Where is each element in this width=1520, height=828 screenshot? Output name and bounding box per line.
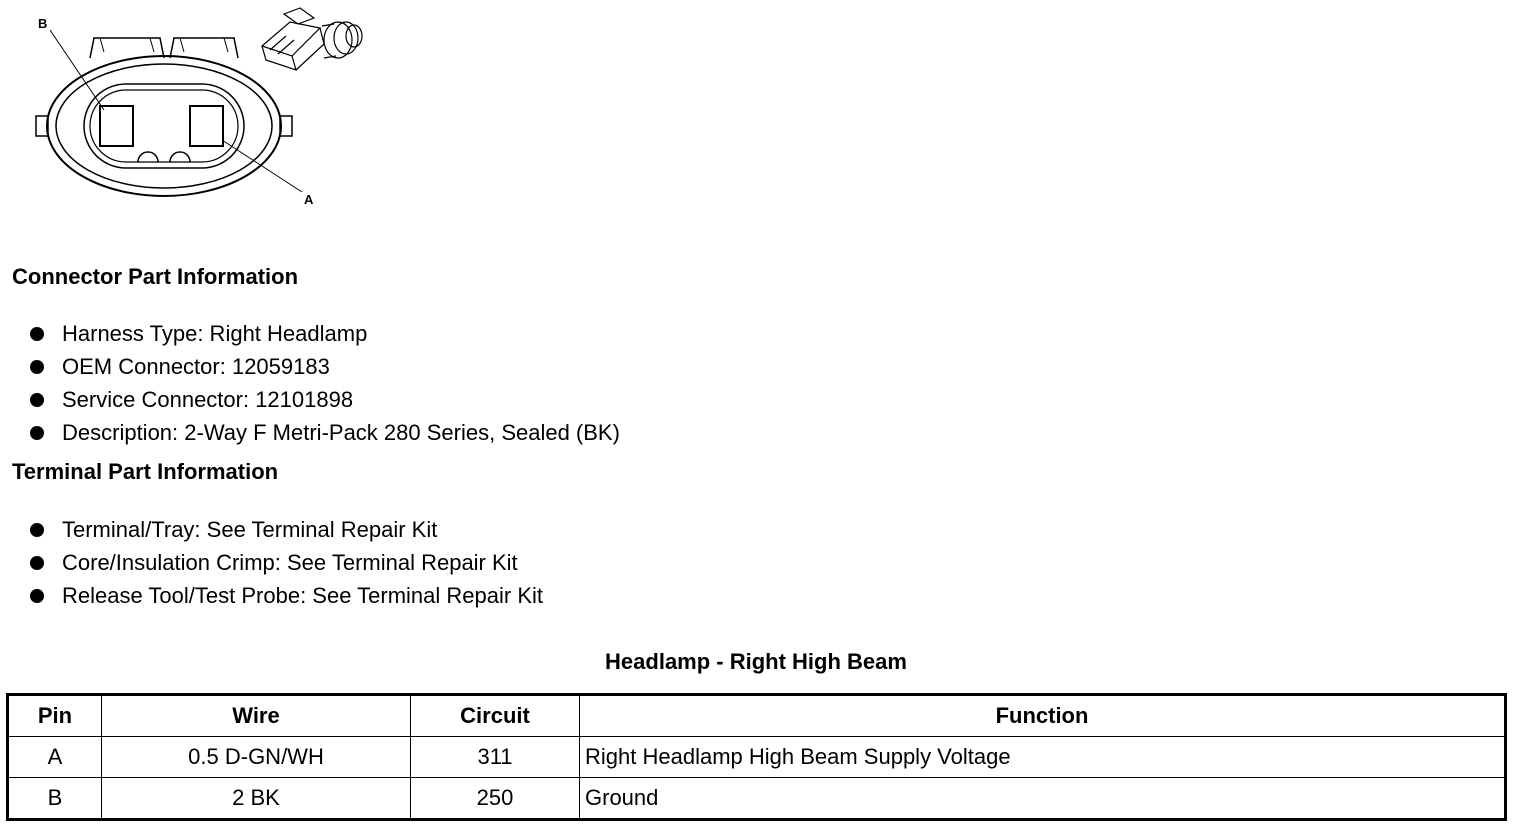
bullet-icon — [30, 360, 44, 374]
header-pin: Pin — [8, 695, 102, 737]
list-item: Release Tool/Test Probe: See Terminal Repair Kit — [26, 579, 543, 612]
table-header-row — [8, 695, 1506, 737]
cell-pin: B — [8, 778, 102, 820]
bullet-icon — [30, 393, 44, 407]
table-row — [8, 778, 1506, 820]
bullet-icon — [30, 327, 44, 341]
pin-label-b: B — [38, 16, 48, 31]
list-item: OEM Connector: 12059183 — [26, 350, 620, 383]
cell-wire: 0.5 D-GN/WH — [102, 737, 411, 778]
connector-part-info-heading: Connector Part Information — [12, 264, 299, 289]
bullet-icon — [30, 523, 44, 537]
header-function: Function — [580, 695, 1506, 737]
terminal-cavity-a — [190, 106, 223, 146]
connector-face-diagram — [0, 0, 400, 215]
cell-circuit: 311 — [411, 737, 580, 778]
connector-3d-thumbnail — [262, 8, 362, 70]
list-item: Service Connector: 12101898 — [26, 383, 620, 416]
pin-table-title: Headlamp - Right High Beam — [605, 649, 907, 674]
table-row — [8, 737, 1506, 778]
connector-inner-cavity — [84, 84, 244, 168]
terminal-part-info-list — [26, 513, 543, 612]
cell-circuit: 250 — [411, 778, 580, 820]
bullet-icon — [30, 426, 44, 440]
header-wire: Wire — [102, 695, 411, 737]
list-item: Terminal/Tray: See Terminal Repair Kit — [26, 513, 543, 546]
terminal-part-info-heading: Terminal Part Information — [12, 459, 279, 484]
bullet-icon — [30, 589, 44, 603]
cell-function: Right Headlamp High Beam Supply Voltage — [580, 737, 1506, 778]
leader-line-a — [222, 140, 302, 192]
connector-part-info-list — [26, 317, 620, 449]
cell-pin: A — [8, 737, 102, 778]
pin-label-a: A — [304, 192, 314, 207]
list-item: Core/Insulation Crimp: See Terminal Repair Kit — [26, 546, 543, 579]
list-item: Harness Type: Right Headlamp — [26, 317, 620, 350]
latch-right — [170, 38, 238, 58]
header-circuit: Circuit — [411, 695, 580, 737]
terminal-cavity-b — [100, 106, 133, 146]
bullet-icon — [30, 556, 44, 570]
list-item: Description: 2-Way F Metri-Pack 280 Series, Sealed (BK) — [26, 416, 620, 449]
cell-wire: 2 BK — [102, 778, 411, 820]
cell-function: Ground — [580, 778, 1506, 820]
pin-table — [6, 693, 1507, 821]
connector-seal-ring — [56, 64, 272, 188]
